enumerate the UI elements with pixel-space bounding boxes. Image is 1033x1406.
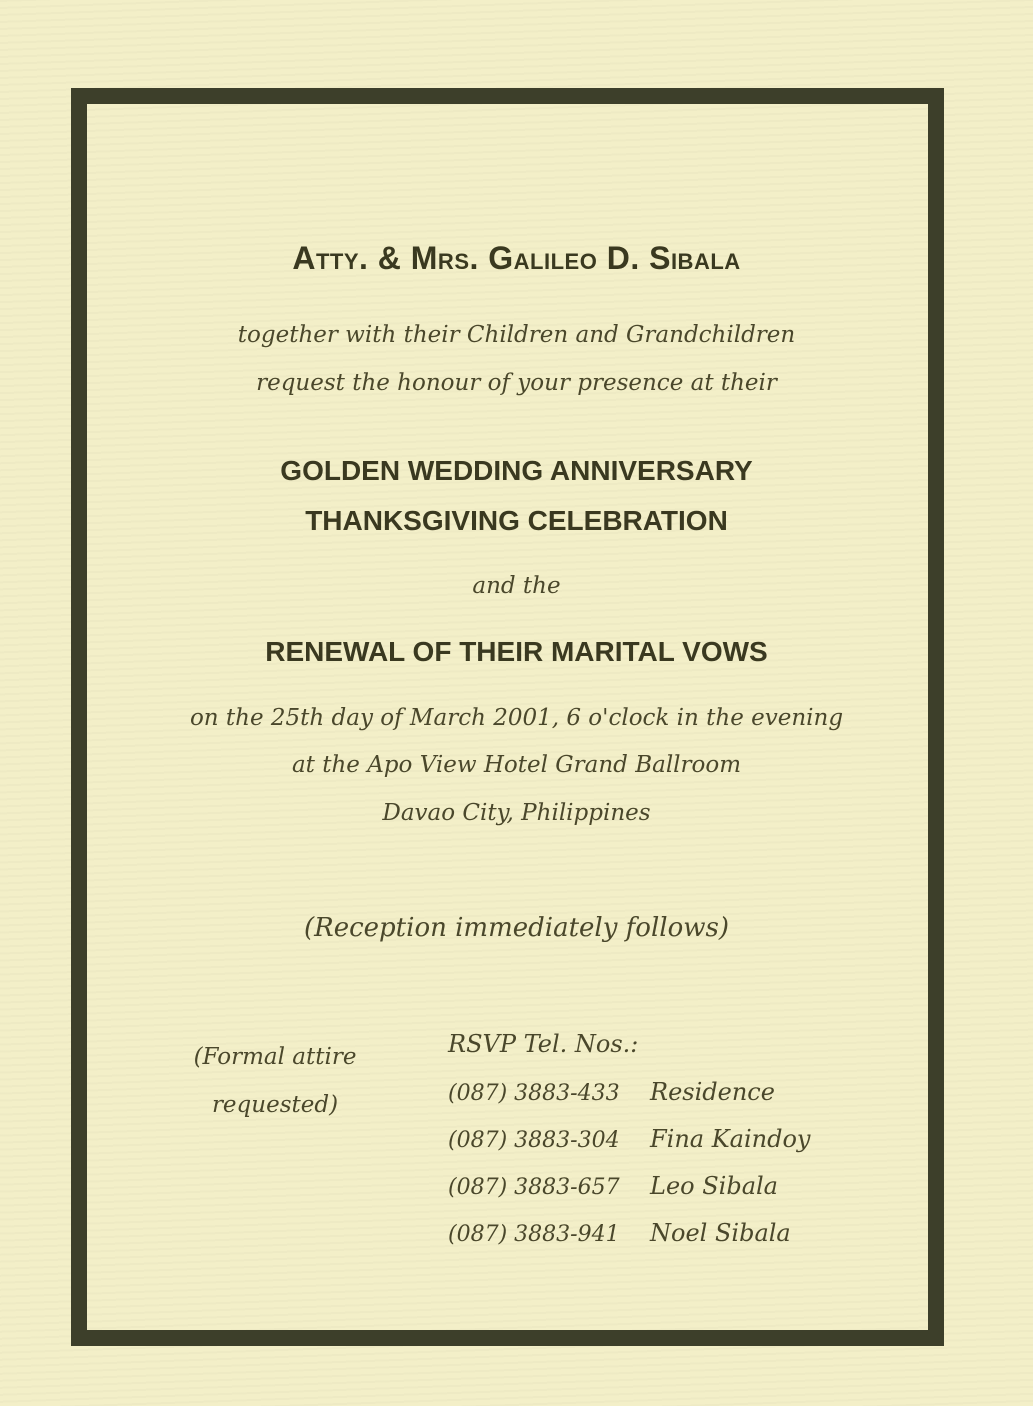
event-title-anniversary: GOLDEN WEDDING ANNIVERSARY [280,455,753,486]
rsvp-phone: (087) 3883-304 [448,1128,620,1153]
rsvp-phone: (087) 3883-657 [448,1175,620,1200]
reception-note: (Reception immediately follows) [303,913,729,943]
rsvp-block [448,1030,810,1266]
family-line: together with their Children and Grandchildren [237,322,796,348]
rsvp-contact [448,1125,810,1172]
rsvp-contact [448,1172,810,1219]
rsvp-name: Residence [650,1078,775,1106]
rsvp-contact [448,1219,810,1266]
attire-note [165,1033,385,1129]
rsvp-phone: (087) 3883-433 [448,1081,620,1106]
rsvp-name: Noel Sibala [650,1219,791,1247]
rsvp-name: Fina Kaindoy [650,1125,811,1153]
event-title-renewal: RENEWAL OF THEIR MARITAL VOWS [265,636,768,667]
rsvp-name: Leo Sibala [650,1172,778,1200]
attire-line-1: (Formal attire [193,1044,357,1070]
venue-line: at the Apo View Hotel Grand Ballroom [291,752,742,778]
event-title-thanksgiving: THANKSGIVING CELEBRATION [305,505,728,536]
rsvp-contact [448,1078,810,1125]
conjunction-line: and the [472,573,561,599]
attire-line-2: requested) [211,1092,339,1118]
city-line: Davao City, Philippines [382,800,651,826]
request-line: request the honour of your presence at their [256,370,777,396]
date-line: on the 25th day of March 2001, 6 o'clock in the evening [189,705,844,731]
rsvp-header: RSVP Tel. Nos.: [448,1030,639,1058]
host-names: Atty. & Mrs. Galileo D. Sibala [292,240,741,276]
rsvp-phone: (087) 3883-941 [448,1222,620,1247]
